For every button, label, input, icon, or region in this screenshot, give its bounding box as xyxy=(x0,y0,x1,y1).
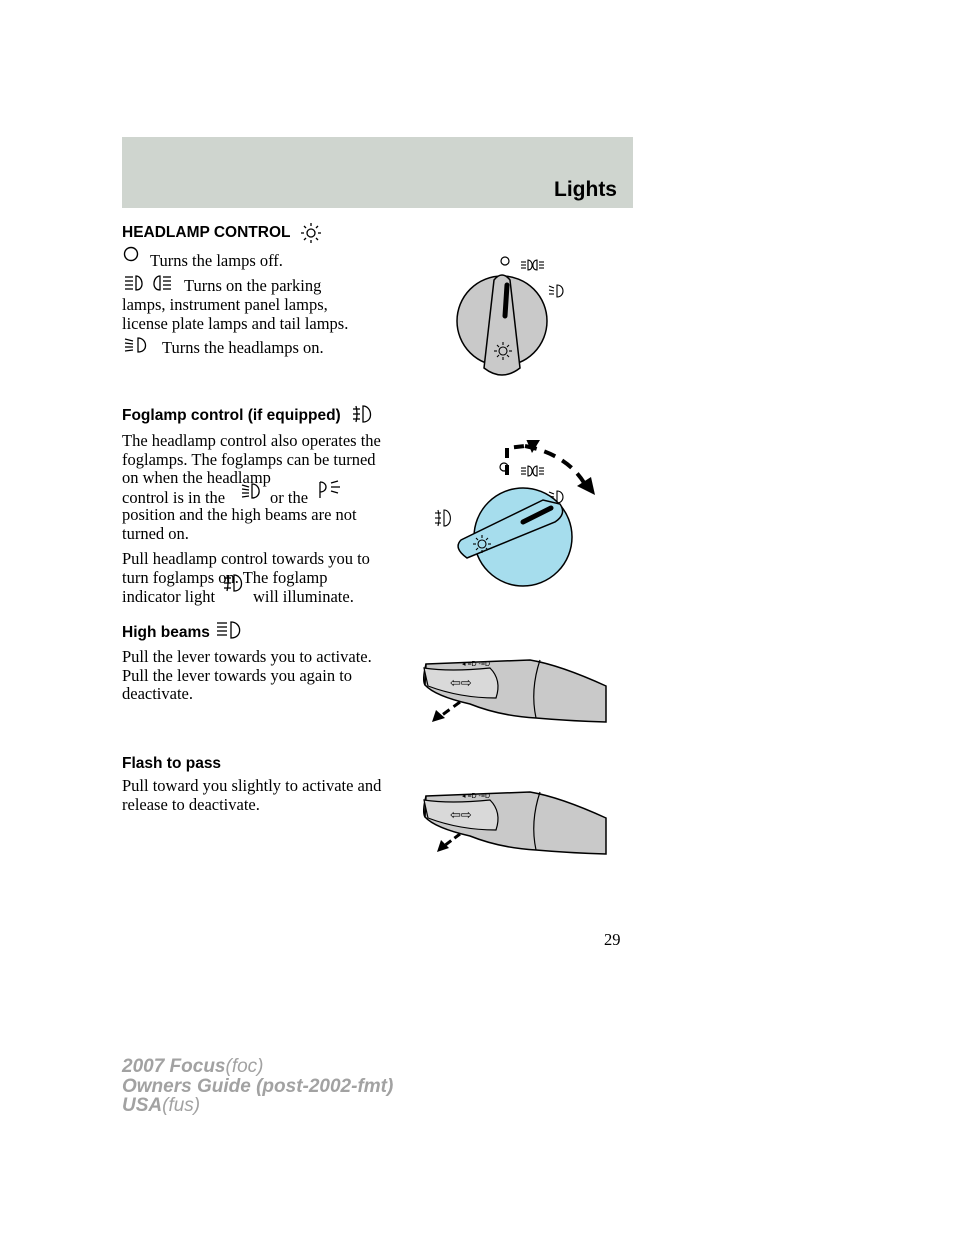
foglamp-position-mid: or the xyxy=(270,488,309,507)
parking-description-line2: lamps, instrument panel lamps, xyxy=(122,295,328,314)
headlamp-icon xyxy=(123,336,153,354)
foglamp-icon xyxy=(352,404,374,424)
high-beams-description: Pull the lever towards you to activate. Pull the lever towards you again to deactivate. xyxy=(122,647,372,703)
footer-guide: Owners Guide (post-2002-fmt) xyxy=(122,1075,394,1097)
footer-region-code: (fus) xyxy=(162,1095,201,1116)
headlamp-control-heading xyxy=(122,224,291,242)
svg-text:⇦⇨: ⇦⇨ xyxy=(450,676,472,691)
footer-model-code: (foc) xyxy=(225,1056,264,1077)
foglamp-heading xyxy=(122,407,341,425)
parking-description-line3: license plate lamps and tail lamps. xyxy=(122,314,349,333)
flash-to-pass-description: Pull toward you slightly to activate and release to deactivate. xyxy=(122,776,382,814)
knob-foglamp-marker xyxy=(435,510,450,526)
foglamp-indicator-post: will illuminate. xyxy=(253,587,354,606)
footer-line2 xyxy=(122,1077,393,1097)
foglamp-paragraph2: Pull headlamp control towards you to turn foglamps on. The foglamp xyxy=(122,549,370,587)
parking-lamp-icon xyxy=(318,480,342,500)
headlamp-heading-text: HEADLAMP CONTROL xyxy=(122,224,291,241)
knob-parking-marker xyxy=(521,260,544,270)
headlamp-knob-figure xyxy=(450,250,590,380)
footer-line3 xyxy=(122,1096,393,1116)
knob-headlamp-marker xyxy=(549,285,563,297)
parking-description-line1: Turns on the parking xyxy=(184,276,322,295)
high-beam-stalk-figure xyxy=(420,650,610,762)
foglamp-icon xyxy=(223,573,245,593)
page-number: 29 xyxy=(604,930,621,949)
off-description: Turns the lamps off. xyxy=(150,251,283,270)
off-circle-icon xyxy=(123,246,139,262)
foglamp-position-pre: control is in the xyxy=(122,488,226,507)
footer-model: 2007 Focus xyxy=(122,1056,226,1077)
foglamp-paragraph1: The headlamp control also operates the foglamps. The foglamps can be turned on when the headlamp xyxy=(122,431,381,487)
footer-region: USA xyxy=(122,1095,163,1116)
high-beams-heading xyxy=(122,624,210,642)
foglamp-paragraph1-end: position and the high beams are not turned on. xyxy=(122,505,357,543)
foglamp-knob-figure xyxy=(425,440,615,590)
section-title: Lights xyxy=(554,178,617,201)
knob-off-marker xyxy=(501,257,509,265)
headlamps-description: Turns the headlamps on. xyxy=(162,338,324,357)
section-header-bar xyxy=(122,137,633,208)
svg-text:◂ ≡D -≡D: ◂ ≡D -≡D xyxy=(462,793,491,800)
flash-to-pass-stalk-figure xyxy=(420,782,610,864)
flash-to-pass-heading: Flash to pass xyxy=(122,755,222,772)
foglamp-indicator-pre: indicator light xyxy=(122,587,216,606)
svg-text:◂ ≡D -≡D: ◂ ≡D -≡D xyxy=(462,661,491,668)
svg-text:⇦⇨: ⇦⇨ xyxy=(450,808,472,823)
high-beams-heading-text: High beams xyxy=(122,624,210,641)
parking-lamp-icon xyxy=(123,274,173,292)
document-footer xyxy=(122,1057,393,1116)
sun-icon xyxy=(300,222,322,244)
headlamp-icon xyxy=(241,482,263,500)
knob-parking-marker xyxy=(521,466,544,476)
high-beam-icon xyxy=(215,620,247,640)
foglamp-heading-text: Foglamp control (if equipped) xyxy=(122,407,341,424)
footer-line1 xyxy=(122,1057,393,1077)
